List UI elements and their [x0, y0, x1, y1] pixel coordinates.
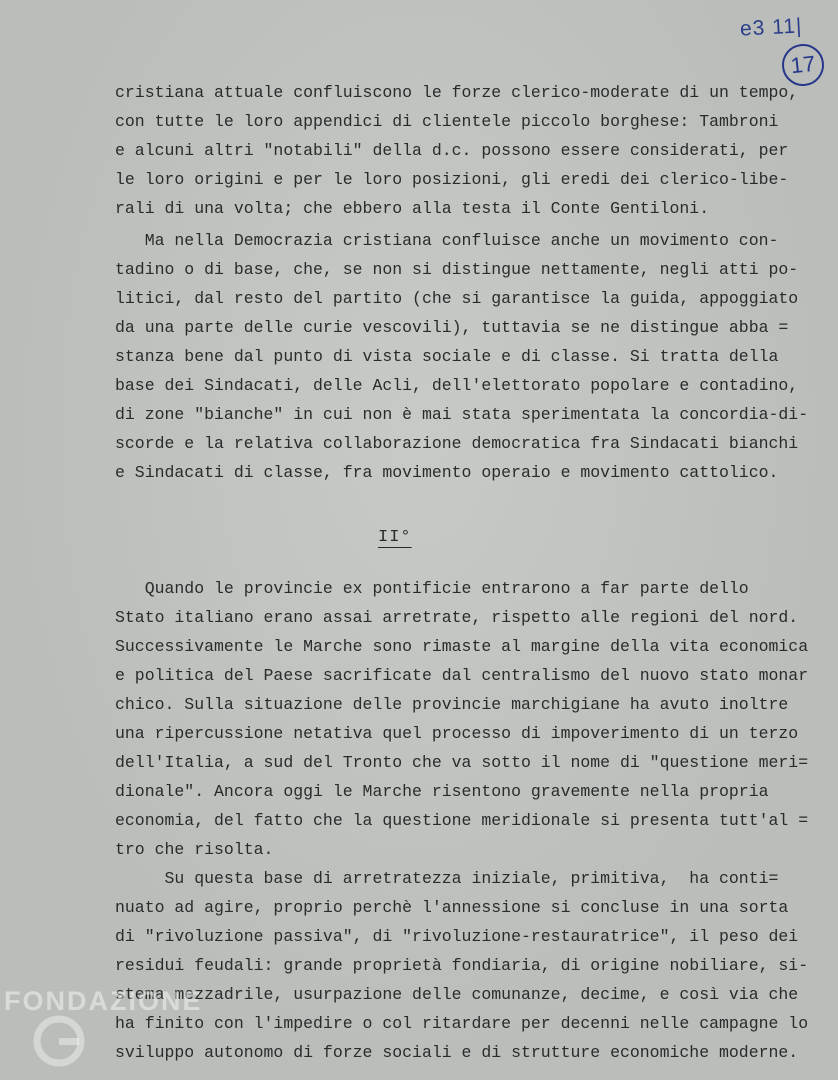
watermark-text: FONDAZIONE: [4, 986, 203, 1016]
text-line: e politica del Paese sacrificate dal centralismo del nuovo stato monar: [115, 666, 809, 685]
text-line: stanza bene dal punto di vista sociale e di classe. Si tratta della: [115, 347, 779, 366]
text-line: dionale". Ancora oggi le Marche risentono gravemente nella propria: [115, 782, 769, 801]
text-line: di zone "bianche" in cui non è mai stata sperimentata la concordia-di-: [115, 405, 809, 424]
page-number-circled: 17: [780, 42, 826, 88]
text-line: Successivamente le Marche sono rimaste al margine della vita economica: [115, 637, 809, 656]
text-line: tro che risolta.: [115, 840, 274, 859]
text-line: con tutte le loro appendici di clientele piccolo borghese: Tambroni: [115, 112, 779, 131]
text-line: base dei Sindacati, delle Acli, dell'elettorato popolare e contadino,: [115, 376, 799, 395]
text-line: Ma nella Democrazia cristiana confluisce anche un movimento con-: [115, 231, 779, 250]
text-line: residui feudali: grande proprietà fondiaria, di origine nobiliare, si-: [115, 956, 809, 975]
paragraph-4: [115, 864, 815, 1067]
text-line: sviluppo autonomo di forze sociali e di strutture economiche moderne.: [115, 1043, 799, 1062]
text-line: una ripercussione netativa quel processo di impoverimento di un terzo: [115, 724, 799, 743]
section-heading: II°: [378, 528, 412, 547]
text-line: di "rivoluzione passiva", di "rivoluzione-restauratrice", il peso dei: [115, 927, 799, 946]
text-line: dell'Italia, a sud del Tronto che va sotto il nome di "questione meri=: [115, 753, 809, 772]
paragraph-1: [115, 78, 815, 223]
text-line: Su questa base di arretratezza iniziale, primitiva, ha conti=: [115, 869, 779, 888]
text-line: economia, del fatto che la questione meridionale si presenta tutt'al =: [115, 811, 809, 830]
archive-number-annotation: e3 11|: [739, 14, 803, 41]
text-line: tadino o di base, che, se non si distingue nettamente, negli atti po-: [115, 260, 799, 279]
paragraph-2: [115, 226, 815, 487]
text-line: rali di una volta; che ebbero alla testa il Conte Gentiloni.: [115, 199, 710, 218]
text-line: stema mezzadrile, usurpazione delle comunanze, decime, e così via che: [115, 985, 799, 1004]
text-line: e Sindacati di classe, fra movimento operaio e movimento cattolico.: [115, 463, 779, 482]
text-line: scorde e la relativa collaborazione democratica fra Sindacati bianchi: [115, 434, 799, 453]
text-line: Quando le provincie ex pontificie entrarono a far parte dello: [115, 579, 749, 598]
text-line: nuato ad agire, proprio perchè l'annessione si concluse in una sorta: [115, 898, 789, 917]
watermark-logo-icon: [30, 1012, 88, 1070]
text-line: chico. Sulla situazione delle provincie marchigiane ha avuto inoltre: [115, 695, 789, 714]
text-line: le loro origini e per le loro posizioni, gli eredi dei clerico-libe-: [115, 170, 789, 189]
text-line: ha finito con l'impedire o col ritardare per decenni nelle campagne lo: [115, 1014, 809, 1033]
text-line: da una parte delle curie vescovili), tuttavia se ne distingue abba =: [115, 318, 789, 337]
text-line: cristiana attuale confluiscono le forze clerico-moderate di un tempo,: [115, 83, 799, 102]
text-line: litici, dal resto del partito (che si garantisce la guida, appoggiato: [115, 289, 799, 308]
text-line: Stato italiano erano assai arretrate, rispetto alle regioni del nord.: [115, 608, 799, 627]
text-line: e alcuni altri "notabili" della d.c. possono essere considerati, per: [115, 141, 789, 160]
paragraph-3: [115, 574, 815, 864]
